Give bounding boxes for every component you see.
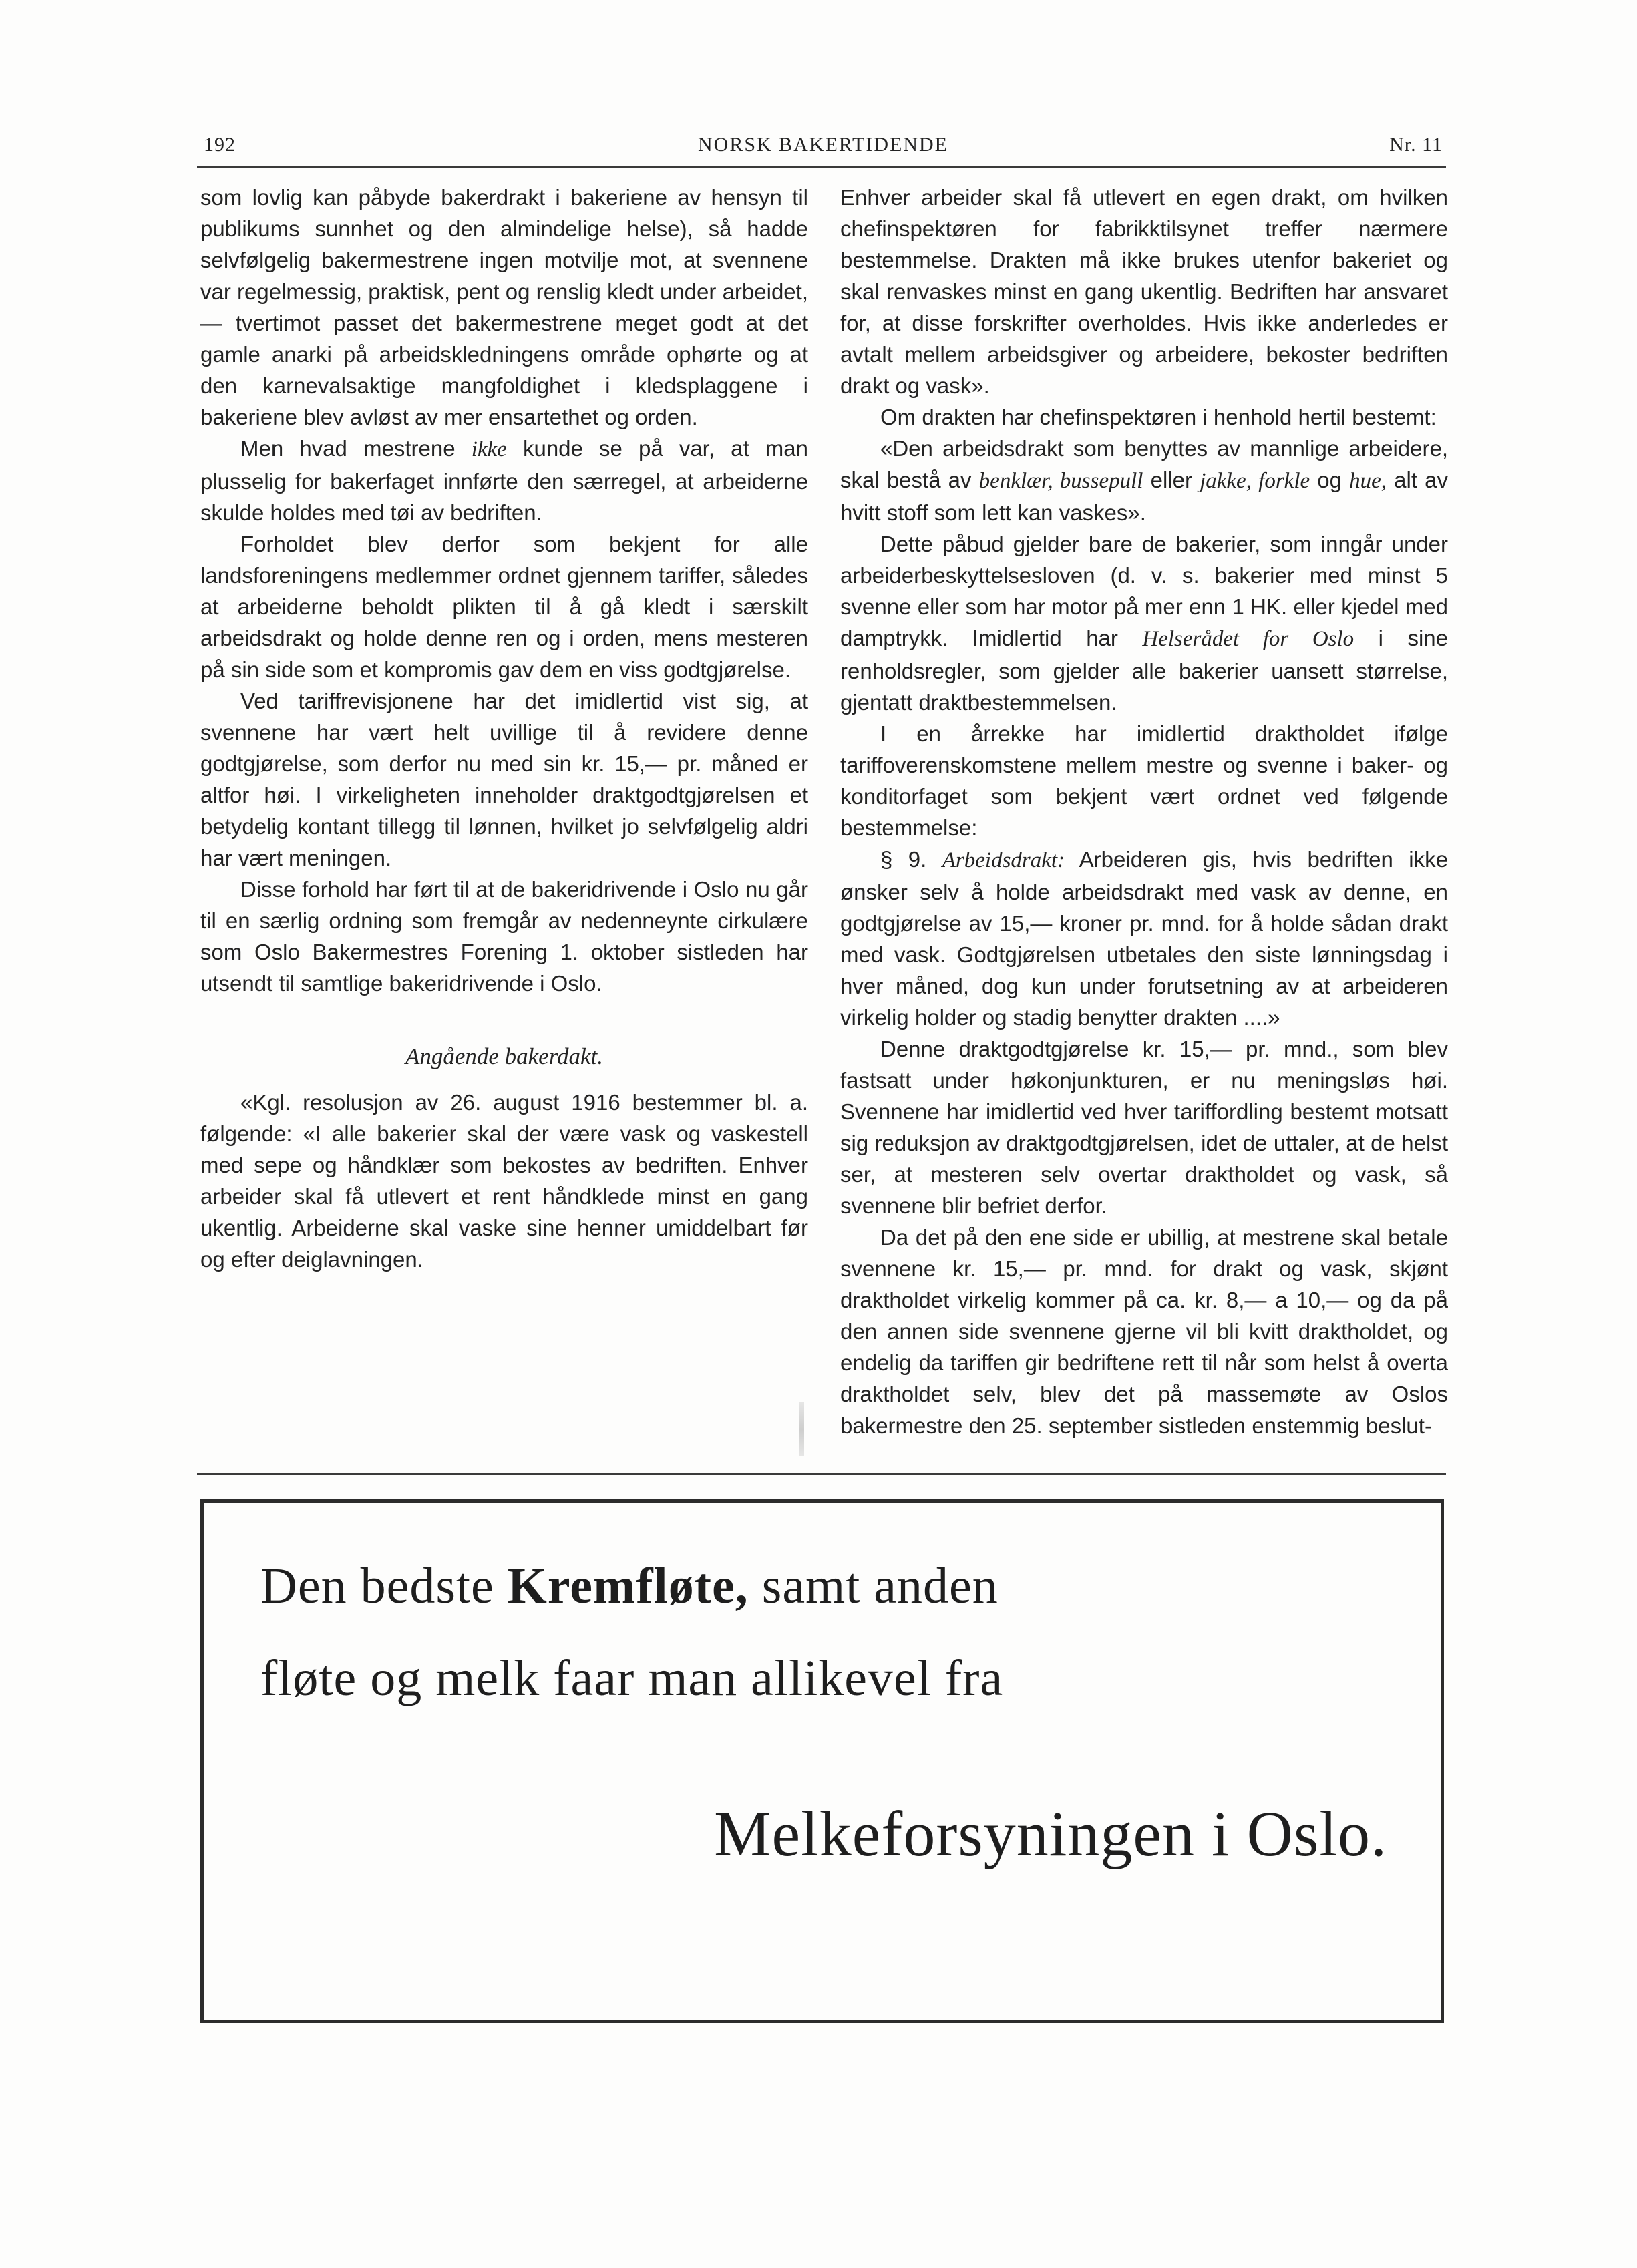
ad-line-2: fløte og melk faar man allikevel fra bbox=[260, 1650, 1004, 1706]
text-run: alt av hvitt stoff som lett kan vaskes». bbox=[840, 467, 1449, 525]
ad-line-1 bbox=[260, 1557, 998, 1616]
text-run: Men hvad mestrene bbox=[240, 436, 472, 461]
paragraph: Disse forhold har ført til at de bakeridrivende i Oslo nu går til en særlig ordning som fremgår av nedenneynte cirkulære som Oslo Bakermestres Forening 1. oktober sistleden har utsendt til samtlige bakeridrivende i Oslo. bbox=[200, 877, 808, 996]
emphasis: ikke bbox=[471, 437, 507, 461]
right-column bbox=[840, 182, 1448, 1441]
paragraph bbox=[840, 528, 1448, 718]
publication-title: NORSK BAKERTIDENDE bbox=[697, 134, 949, 156]
page-number: 192 bbox=[204, 134, 236, 156]
paragraph: I en årrekke har imidlertid draktholdet ifølge tariffoverenskomstene mellem mestre og svenne i baker- og konditorfaget som bekjent vært ordnet ved følgende bestemmelse: bbox=[840, 721, 1448, 840]
paragraph bbox=[840, 843, 1448, 1033]
text-run: og bbox=[1310, 467, 1350, 492]
ad-bold-text: Kremfløte, bbox=[507, 1558, 749, 1614]
page-header bbox=[204, 134, 1443, 164]
paragraph bbox=[200, 433, 808, 528]
print-artifact bbox=[799, 1402, 804, 1456]
emphasis: benklær, bussерull bbox=[978, 469, 1143, 493]
paragraph: Ved tariffrevisjonene har det imidlertid vist sig, at svennene har vært helt uvillige til å revidere denne godtgjørelse, som derfor nu med sin kr. 15,— pr. måned er altfor høi. I virkeligheten inneholder draktgodtgjørelsen et betydelig kontant tillegg til lønnen, hvilket jo selvfølgelig aldri har vært meningen. bbox=[200, 689, 808, 870]
paragraph: som lovlig kan påbyde bakerdrakt i bakeriene av hensyn til publikums sunnhet og den almindelige helse), så hadde selvfølgelig bakermestrene ingen motvilje mot, at svennene var regelmessig, praktisk, pent og renslig kledt under arbeidet, — tvertimot passet det bakermestrene meget godt at det gamle anarki på arbeidskledningens område ophørte og at den karnevalsaktige mangfoldighet i kledsplaggene i bakeriene blev avløst av mer ensartethet og orden. bbox=[200, 185, 808, 429]
text-run: eller bbox=[1143, 467, 1200, 492]
issue-number: Nr. 11 bbox=[1389, 134, 1443, 156]
emphasis: jakke, forkle bbox=[1200, 469, 1310, 493]
text-run: «Den arbeidsdrakt som benyttes av mannlige arbeidere, skal bestå av bbox=[840, 436, 1448, 492]
advertisement-box bbox=[200, 1499, 1444, 2023]
emphasis: Helserådet for Oslo bbox=[1142, 627, 1354, 651]
text-run: kunde se på var, at man plusselig for bakerfaget innførte den særregel, at arbeiderne skulde holdes med tøi av bedriften. bbox=[200, 436, 808, 525]
paragraph: Om drakten har chefinspektøren i henhold hertil bestemt: bbox=[880, 405, 1437, 429]
emphasis: hue, bbox=[1349, 469, 1387, 493]
ad-company-name: Melkeforsyningen i Oslo. bbox=[714, 1798, 1387, 1869]
text-run: Arbeideren gis, hvis bedriften ikke ønsker selv å holde arbeidsdrakt med vask av denne, en godtgjørelse av 15,— kroner pr. mnd. for å holde sådan drakt med vask. Godtgjørelsen utbetales den siste lønningsdag i hver måned, dog kun under forutsetning av at arbeideren virkelig holder og stadig benytter drakten ....» bbox=[840, 847, 1448, 1030]
paragraph: «Kgl. resolusjon av 26. august 1916 bestemmer bl. a. følgende: «I alle bakerier skal der være vask og vaskestell med sepe og håndklær som bekostes av bedriften. Enhver arbeider skal få utlevert et rent håndklede minst en gang ukentlig. Arbeiderne skal vaske sine henner umiddelbart før og efter deiglavningen. bbox=[200, 1090, 808, 1272]
text-run: i sine renholdsregler, som gjelder alle bakerier uansett størrelse, gjentatt draktbestemmelsen. bbox=[840, 626, 1448, 715]
section-subheading: Angående bakerdakt. bbox=[405, 1043, 604, 1069]
paragraph: Da det på den ene side er ubillig, at mestrene skal betale svennene kr. 15,— pr. mnd. for drakt og vask, skjønt draktholdet virkelig kommer på ca. kr. 8,— a 10,— og da på den annen side svennene gjerne vil bli kvitt draktholdet, og endelig da tariffen gir bedriftene rett til når som helst å overta draktholdet selv, blev det på massemøte av Oslos bakermestre den 25. september sistleden enstemmig beslut- bbox=[840, 1225, 1448, 1438]
left-column bbox=[200, 182, 808, 1275]
header-divider bbox=[197, 166, 1446, 168]
bottom-divider bbox=[197, 1473, 1446, 1475]
ad-text: Den bedste bbox=[260, 1558, 508, 1614]
paragraph: Denne draktgodtgjørelse kr. 15,— pr. mnd., som blev fastsatt under høkonjunkturen, er nu meningsløs høi. Svennene har imidlertid ved hver tariffordling bestemt motsatt sig reduksjon av draktgodtgjørelsen, idet de uttaler, at de helst ser, at mesteren selv overtar draktholdet og vask, så svennene blir befriet derfor. bbox=[840, 1036, 1448, 1218]
paragraph: Enhver arbeider skal få utlevert en egen drakt, om hvilken chefinspektøren for fabrikktilsynet treffer nærmere bestemmelse. Drakten må ikke brukes utenfor bakeriet og skal renvaskes minst en gang ukentlig. Bedriften har ansvaret for, at disse forskrifter overholdes. Hvis ikke anderledes er avtalt mellem arbeidsgiver og arbeidere, bekoster bedriften drakt og vask». bbox=[840, 185, 1448, 398]
paragraph bbox=[840, 433, 1448, 528]
emphasis: Arbeidsdrakt: bbox=[942, 848, 1065, 872]
text-run: Dette påbud gjelder bare de bakerier, som inngår under arbeiderbeskyttelsesloven (d. v. s. bakerier med minst 5 svenne eller som har motor på mer enn 1 HK. eller kjedel med damptrykk. Imidlertid har bbox=[840, 532, 1448, 650]
paragraph: Forholdet blev derfor som bekjent for alle landsforeningens medlemmer ordnet gjennem tariffer, således at arbeiderne beholdt plikten til å gå kledt i særskilt arbeidsdrakt og holde denne ren og i orden, mens mesteren på sin side som et kompromis gav dem en viss godtgjørelse. bbox=[200, 532, 808, 682]
ad-text: samt anden bbox=[748, 1558, 998, 1614]
text-run: § 9. bbox=[880, 847, 942, 872]
